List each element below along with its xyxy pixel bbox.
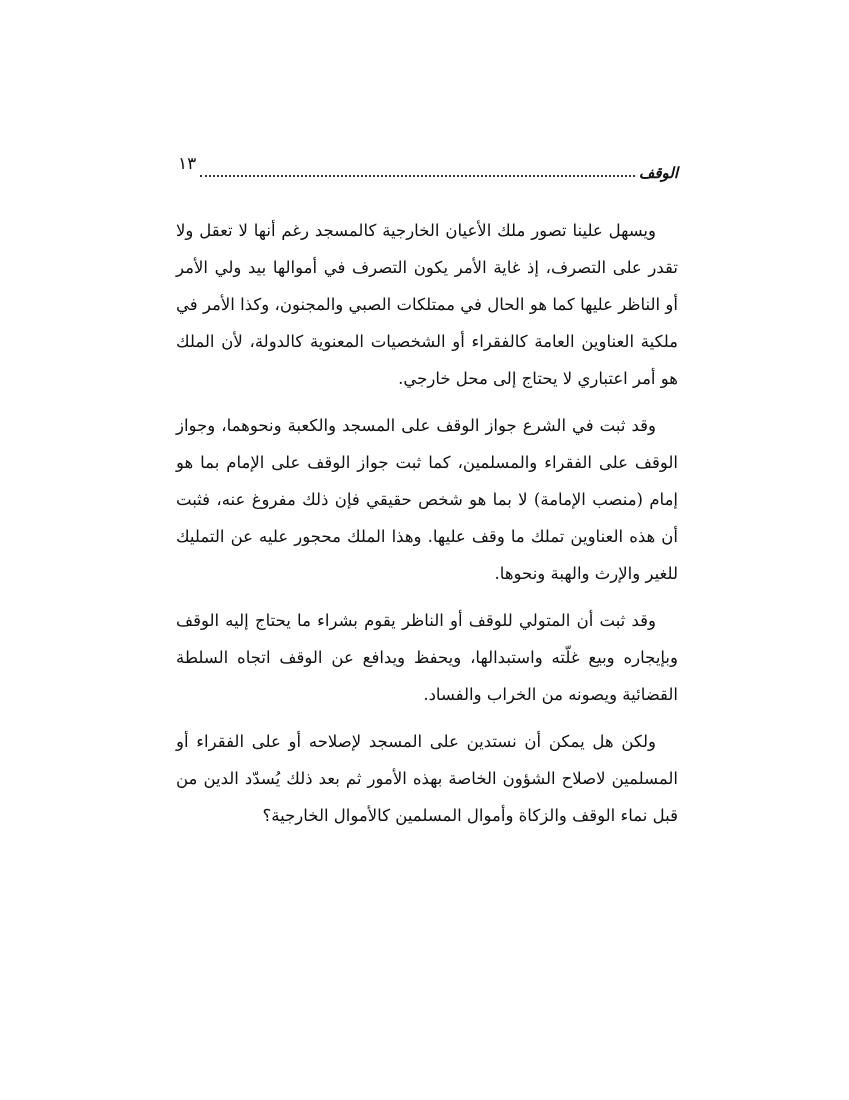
header-dotted-leader (200, 174, 635, 177)
paragraph-4: ولكن هل يمكن أن نستدين على المسجد لإصلاحه أو على الفقراء أو المسلمين لاصلاح الشؤون الخاصة بهذه الأمور ثم بعد ذلك يُسدّد الدين من قبل نماء الوقف والزكاة وأموال المسلمين كالأموال الخارجية؟ (176, 732, 678, 825)
paragraph-2: وقد ثبت في الشرع جواز الوقف على المسجد والكعبة ونحوهما، وجواز الوقف على الفقراء والمسلمين، كما ثبت جواز الوقف على الإمام بما هو إمام (منصب الإمامة) لا بما هو شخص حقيقي فإن ذلك مفروغ عنه، فثبت أن هذه العناوين تملك ما وقف عليها. وهذا الملك محجور عليه عن التمليك للغير والإرث والهبة ونحوها. (176, 416, 678, 583)
paragraph-1: ويسهل علينا تصور ملك الأعيان الخارجية كالمسجد رغم أنها لا تعقل ولا تقدر على التصرف، إذ غاية الأمر يكون التصرف في أموالها بيد ولي الأمر أو الناظر عليها كما هو الحال في ممتلكات الصبي والمجنون، وكذا الأمر في ملكية العناوين العامة كالفقراء أو الشخصيات المعنوية كالدولة، لأن الملك هو أمر اعتباري لا يحتاج إلى محل خارجي. (176, 221, 678, 388)
paragraph-3: وقد ثبت أن المتولي للوقف أو الناظر يقوم بشراء ما يحتاج إليه الوقف وبإيجاره وبيع غلّته واستبدالها، ويحفظ ويدافع عن الوقف اتجاه السلطة القضائية ويصونه من الخراب والفساد. (176, 611, 678, 704)
header-title: الوقف (638, 164, 678, 182)
running-header (178, 154, 678, 182)
page-number: ١٣ (178, 154, 197, 174)
body-text (176, 212, 678, 844)
